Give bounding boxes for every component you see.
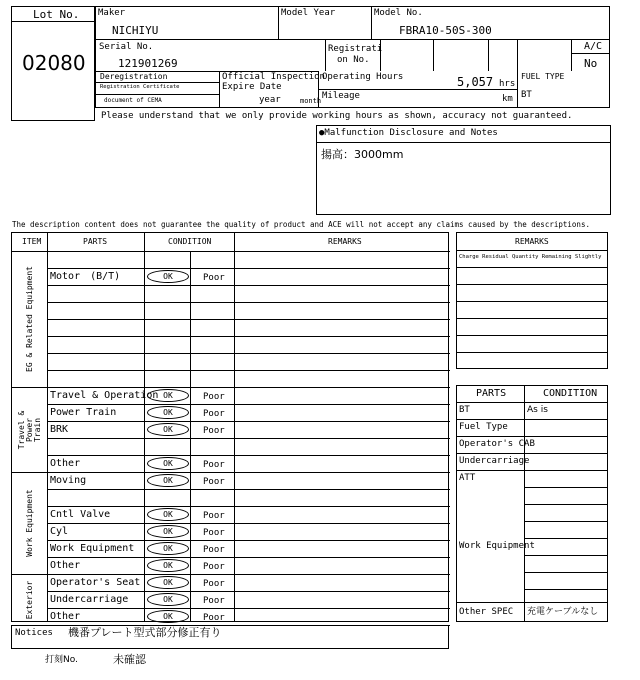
header-remarks: REMARKS bbox=[328, 237, 362, 246]
notices-value: 機番プレート型式部分修正有り bbox=[68, 626, 222, 639]
part-label: Travel & Operation bbox=[50, 390, 159, 401]
header-condition: CONDITION bbox=[168, 237, 212, 246]
ok-circle: OK bbox=[147, 559, 189, 572]
poor-option: Poor bbox=[203, 460, 225, 470]
parts-row-label: Other SPEC bbox=[459, 607, 514, 617]
parts-condition-table bbox=[456, 385, 608, 622]
model-no-value: FBRA10-50S-300 bbox=[399, 24, 492, 37]
inspection-label-2: Expire Date bbox=[222, 82, 282, 92]
part-label: Undercarriage bbox=[50, 594, 129, 605]
maker-value: NICHIYU bbox=[112, 24, 159, 37]
header-item: ITEM bbox=[22, 237, 42, 246]
deregistration-label: Deregistration bbox=[100, 72, 168, 81]
serial-label: Serial No. bbox=[99, 42, 154, 52]
parts-row-label: Undercarriage bbox=[459, 456, 530, 466]
part-label: Work Equipment bbox=[50, 543, 135, 554]
side-remarks-table bbox=[456, 232, 608, 369]
parts-row-label: Work Equipment bbox=[459, 541, 535, 551]
operating-hours-label: Operating Hours bbox=[322, 72, 404, 82]
parts-row-label: ATT bbox=[459, 473, 476, 483]
poor-option: Poor bbox=[203, 579, 225, 589]
side-remarks-note: Charge Residual Quantity Remaining Slightly bbox=[459, 254, 602, 260]
condition-table bbox=[11, 232, 449, 622]
year-label: year bbox=[259, 95, 281, 105]
ac-label: A/C bbox=[584, 41, 603, 52]
poor-option: Poor bbox=[203, 511, 225, 521]
poor-option: Poor bbox=[203, 596, 225, 606]
ok-circle: OK bbox=[147, 389, 189, 402]
side-remarks-header: REMARKS bbox=[515, 237, 549, 246]
hrs-unit: hrs bbox=[499, 79, 516, 89]
ok-circle: OK bbox=[147, 508, 189, 521]
group-label: Work Equipment bbox=[24, 489, 34, 557]
registration-label-2: on No. bbox=[337, 55, 370, 65]
fuel-type-value: BT bbox=[521, 90, 532, 100]
condition-header: CONDITION bbox=[543, 388, 598, 399]
stamp-label: 打刻No. bbox=[45, 655, 78, 665]
stamp-value: 未確認 bbox=[113, 653, 146, 666]
registration-label: Registrati bbox=[328, 44, 383, 54]
malfunction-title: ●Malfunction Disclosure and Notes bbox=[319, 128, 498, 138]
parts-header: PARTS bbox=[476, 388, 507, 399]
operating-hours-value: 5,057 bbox=[457, 75, 494, 89]
inspection-label: Official Inspection bbox=[222, 72, 325, 82]
part-label: Other bbox=[50, 458, 81, 469]
disclaimer: The description content does not guarantee the quality of product and ACE will not accept any claims caused by the descriptions. bbox=[12, 220, 590, 229]
ok-circle: OK bbox=[147, 457, 189, 470]
group-label: EG & Related Equipment bbox=[24, 266, 34, 372]
maker-label: Maker bbox=[98, 8, 126, 18]
cema-label: document of CEMA bbox=[104, 97, 162, 104]
parts-row-label: Operator's CAB bbox=[459, 439, 535, 449]
poor-option: Poor bbox=[203, 477, 225, 487]
ok-circle: OK bbox=[147, 525, 189, 538]
ok-circle: OK bbox=[147, 270, 189, 283]
poor-option: Poor bbox=[203, 613, 225, 623]
parts-row-condition: 充電ケーブルなし bbox=[527, 607, 599, 617]
parts-row-label: Fuel Type bbox=[459, 422, 508, 432]
month-label: month bbox=[300, 97, 322, 105]
ok-circle: OK bbox=[147, 610, 189, 623]
ok-circle: OK bbox=[147, 542, 189, 555]
ok-circle: OK bbox=[147, 474, 189, 487]
poor-option: Poor bbox=[203, 273, 225, 283]
part-label: Other bbox=[50, 560, 81, 571]
poor-option: Poor bbox=[203, 409, 225, 419]
poor-option: Poor bbox=[203, 545, 225, 555]
header-parts: PARTS bbox=[83, 237, 108, 246]
km-unit: km bbox=[502, 94, 513, 104]
poor-option: Poor bbox=[203, 392, 225, 402]
fuel-type-label: FUEL TYPE bbox=[521, 72, 565, 81]
part-label: BRK bbox=[50, 424, 69, 435]
group-label: Exterior bbox=[24, 580, 34, 619]
hours-notice: Please understand that we only provide working hours as shown, accuracy not guaranteed. bbox=[101, 111, 573, 121]
poor-option: Poor bbox=[203, 528, 225, 538]
ok-circle: OK bbox=[147, 576, 189, 589]
notices-label: Notices bbox=[15, 628, 53, 638]
reg-cert-label: Registration Certificate bbox=[100, 84, 180, 90]
model-year-label: Model Year bbox=[281, 8, 336, 18]
ok-circle: OK bbox=[147, 423, 189, 436]
part-label: Other bbox=[50, 611, 81, 622]
malfunction-box bbox=[316, 125, 611, 215]
lot-number: 02080 bbox=[22, 51, 86, 75]
lot-label: Lot No. bbox=[33, 8, 80, 21]
poor-option: Poor bbox=[203, 562, 225, 572]
ok-circle: OK bbox=[147, 593, 189, 606]
group-label: Travel & Power Train bbox=[16, 410, 42, 449]
part-label: Moving bbox=[50, 475, 87, 486]
parts-row-condition: As is bbox=[527, 405, 548, 415]
part-label: Cntl Valve bbox=[50, 509, 111, 520]
malfunction-body: 揚高：3000mm bbox=[321, 148, 404, 161]
serial-value: 121901269 bbox=[118, 57, 178, 70]
parts-row-label: BT bbox=[459, 405, 470, 415]
part-label: Operator's Seat bbox=[50, 577, 141, 588]
mileage-label: Mileage bbox=[322, 91, 360, 101]
ok-circle: OK bbox=[147, 406, 189, 419]
part-label: Cyl bbox=[50, 526, 69, 537]
part-label: Motor (B/T) bbox=[50, 271, 121, 282]
part-label: Power Train bbox=[50, 407, 117, 418]
ac-value: No bbox=[584, 57, 598, 70]
model-no-label: Model No. bbox=[374, 8, 423, 18]
poor-option: Poor bbox=[203, 426, 225, 436]
